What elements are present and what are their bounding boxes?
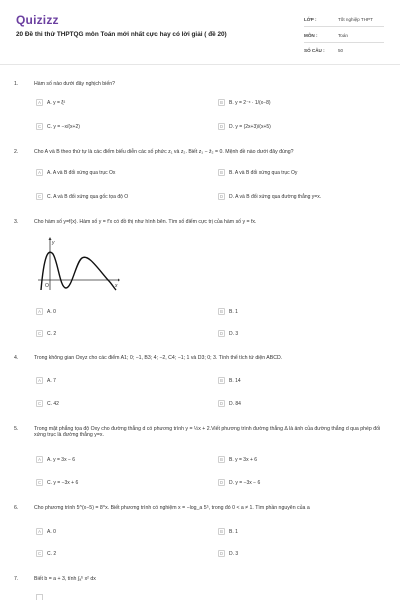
option-text: C. 42 bbox=[47, 400, 59, 407]
answer-option[interactable] bbox=[218, 192, 321, 201]
question-number: 1. bbox=[14, 81, 19, 87]
answer-option[interactable] bbox=[218, 98, 271, 107]
meta-value-class: Tốt nghiệp THPT bbox=[338, 17, 373, 22]
option-letter-box: A bbox=[36, 377, 43, 384]
option-letter-box: C bbox=[37, 401, 42, 406]
option-letter-box: A bbox=[36, 456, 43, 463]
option-text: A. A và B đối xứng qua trục Ox bbox=[47, 169, 116, 176]
option-text: B. 14 bbox=[229, 377, 241, 384]
option-text: C. A và B đối xứng qua gốc tọa độ O bbox=[47, 193, 129, 200]
answer-option[interactable] bbox=[218, 376, 241, 385]
question-text: Trong mặt phẳng tọa độ Oxy cho đường thẳng d có phương trình y = ½x + 2.Viết phương trình đường thẳng Δ là ảnh của đường thẳng d qua phép đối xứng trục là đường thẳng y=x. bbox=[34, 426, 381, 439]
y-axis-label: y bbox=[52, 240, 55, 246]
question-number: 2. bbox=[14, 149, 19, 155]
option-letter-box: C bbox=[37, 331, 42, 336]
option-text: B. A và B đối xứng qua trục Oy bbox=[229, 169, 298, 176]
answer-option[interactable] bbox=[218, 549, 238, 558]
answer-option[interactable] bbox=[218, 478, 260, 487]
option-letter-box: D bbox=[219, 331, 224, 336]
question-text: Trong không gian Oxyz cho các điểm A1; 0; −1, B3; 4; −2, C4; −1; 1 và D3; 0; 3. Tính thể tích tứ diện ABCD. bbox=[34, 355, 283, 361]
option-text: A. 0 bbox=[47, 308, 56, 315]
option-text: A. 0 bbox=[47, 528, 56, 535]
answer-option[interactable] bbox=[36, 192, 128, 201]
option-letter-box: C bbox=[37, 551, 42, 556]
option-letter-box: D bbox=[219, 124, 224, 129]
option-letter-box: B bbox=[218, 377, 225, 384]
option-letter-box: A bbox=[36, 169, 43, 176]
meta-value-count: 50 bbox=[338, 48, 344, 53]
option-letter-box bbox=[36, 594, 43, 600]
option-text: A. y = 3x − 6 bbox=[47, 456, 76, 463]
answer-option[interactable] bbox=[36, 478, 78, 487]
answer-option[interactable] bbox=[218, 455, 257, 464]
option-text: D. y = (2x+3)/(x+5) bbox=[229, 123, 271, 130]
option-letter-box: D bbox=[219, 480, 224, 485]
quizizz-logo: Quizizz bbox=[16, 13, 59, 27]
option-letter-box: A bbox=[36, 308, 43, 315]
option-letter-box: D bbox=[219, 194, 224, 199]
option-text: A. y = ξ² bbox=[47, 99, 66, 106]
answer-option[interactable] bbox=[218, 399, 241, 408]
option-letter-box: B bbox=[218, 169, 225, 176]
option-text: D. 3 bbox=[229, 330, 239, 337]
answer-option[interactable] bbox=[36, 549, 56, 558]
option-text: A. 7 bbox=[47, 377, 56, 384]
question-text: Hàm số nào dưới đây nghịch biến? bbox=[34, 81, 115, 87]
answer-option[interactable] bbox=[36, 376, 56, 385]
x-axis-arrow bbox=[118, 279, 120, 282]
option-text: B. 1 bbox=[229, 528, 238, 535]
option-letter-box: B bbox=[218, 308, 225, 315]
option-text: C. y = −x/(x+2) bbox=[47, 123, 80, 130]
document-title: 20 Đề thi thử THPTQG môn Toán mới nhất cực hay có lời giải ( đề 20) bbox=[16, 31, 227, 38]
question-number: 3. bbox=[14, 219, 19, 225]
question-text: Cho A và B theo thứ tự là các điểm biểu diễn các số phức z₁ và z₂. Biết z₁ − z̄₂ = 0. Mệnh đề nào dưới đây đúng? bbox=[34, 149, 294, 155]
option-letter-box: C bbox=[37, 194, 42, 199]
answer-option[interactable] bbox=[36, 329, 56, 338]
option-letter-box: B bbox=[218, 99, 225, 106]
option-text: D. 84 bbox=[229, 400, 241, 407]
meta-label-subject: MÔN : bbox=[304, 33, 318, 38]
answer-option[interactable] bbox=[36, 98, 65, 107]
origin-label: O bbox=[45, 283, 49, 289]
option-text: D. 3 bbox=[229, 550, 239, 557]
derivative-curve bbox=[41, 252, 116, 290]
meta-label-class: LỚP : bbox=[304, 17, 317, 22]
answer-option[interactable] bbox=[218, 307, 238, 316]
meta-divider bbox=[304, 26, 384, 27]
option-text: B. y = 2⁻ˣ · 1/(x−8) bbox=[229, 99, 271, 106]
option-letter-box: B bbox=[218, 456, 225, 463]
option-letter-box: A bbox=[36, 99, 43, 106]
question-number: 4. bbox=[14, 355, 19, 361]
answer-option[interactable] bbox=[218, 122, 271, 131]
answer-option[interactable] bbox=[36, 168, 115, 177]
option-letter-box: D bbox=[219, 551, 224, 556]
derivative-graph-figure bbox=[36, 236, 120, 292]
option-text: D. A và B đối xứng qua đường thẳng y=x. bbox=[229, 193, 322, 200]
answer-option[interactable] bbox=[218, 329, 238, 338]
option-letter-box: A bbox=[36, 528, 43, 535]
cut-off-option-row bbox=[36, 594, 116, 600]
answer-option[interactable] bbox=[36, 399, 59, 408]
option-text: D. y = −3x − 6 bbox=[229, 479, 261, 486]
answer-option[interactable] bbox=[36, 527, 56, 536]
header-divider bbox=[0, 64, 400, 65]
option-text: B. 1 bbox=[229, 308, 238, 315]
question-text: Cho phương trình 5^(x−5) = 8^x. Biết phương trình có nghiệm x = −log_a 5⁵, trong đó 0 < a ≠ 1. Tìm phần nguyên của a bbox=[34, 505, 310, 511]
answer-option[interactable] bbox=[218, 527, 238, 536]
option-letter-box: D bbox=[219, 401, 224, 406]
meta-label-count: SỐ CÂU : bbox=[304, 48, 325, 53]
answer-option[interactable] bbox=[36, 455, 75, 464]
option-letter-box: C bbox=[37, 480, 42, 485]
option-text: C. 2 bbox=[47, 330, 57, 337]
option-letter-box: B bbox=[218, 528, 225, 535]
option-text: C. 2 bbox=[47, 550, 57, 557]
answer-option[interactable] bbox=[36, 307, 56, 316]
x-axis-label: x bbox=[115, 283, 118, 289]
option-text: C. y = −3x + 6 bbox=[47, 479, 79, 486]
option-text: B. y = 3x + 6 bbox=[229, 456, 258, 463]
question-number: 7. bbox=[14, 576, 19, 582]
question-number: 6. bbox=[14, 505, 19, 511]
question-text: Cho hàm số y=f(x). Hàm số y = f′x có đồ thị như hình bên. Tìm số điểm cực trị của hàm số y = fx. bbox=[34, 219, 257, 225]
answer-option[interactable] bbox=[218, 168, 297, 177]
meta-divider bbox=[304, 42, 384, 43]
option-letter-box: C bbox=[37, 124, 42, 129]
meta-value-subject: Toán bbox=[338, 33, 348, 38]
question-text: Biết b = a + 3, tính ∫ₐᵇ x² dx bbox=[34, 576, 96, 582]
answer-option[interactable] bbox=[36, 122, 80, 131]
question-number: 5. bbox=[14, 426, 19, 432]
